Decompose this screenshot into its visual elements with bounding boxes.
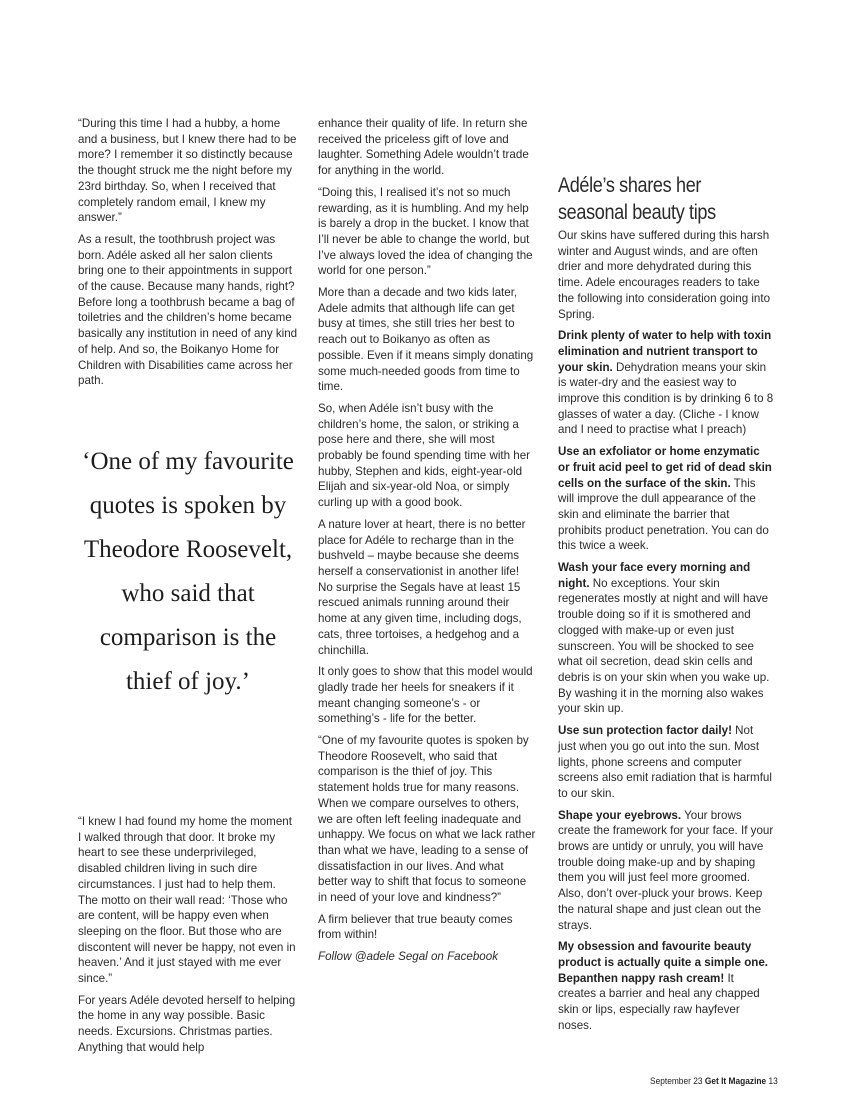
column-1-lower [78, 814, 298, 1062]
follow-line: Follow @adele Segal on Facebook [318, 950, 498, 964]
tip-item [558, 444, 774, 554]
sidebar-intro: Our skins have suffered during this harsh winter and August winds, and are often drier and more dehydrated during this time. Adele encourages readers to take the following into consideration going into Spring. [558, 229, 771, 321]
tip-body: Your brows create the framework for your face. If your brows are untidy or unruly, you will have trouble doing make-up and by shaping them you will just feel more groomed. Also, don’t over-pluck your brows. Keep the natural shape and just clean out the strays. [558, 808, 774, 932]
sidebar-title: Adéle’s shares her seasonal beauty tips [558, 174, 716, 224]
page-number: 13 [768, 1076, 778, 1087]
page-footer [650, 1076, 778, 1087]
beauty-tips-sidebar [558, 172, 774, 1039]
tip-heading: Use sun protection factor daily! [558, 724, 732, 738]
tip-body: It creates a barrier and heal any chapped skin or lips, especially raw hayfever noses. [558, 971, 760, 1032]
tip-body: Dehydration means your skin is water-dry and the easiest way to improve this condition is by drinking 6 to 8 glasses of water a day. (Cliche - I know and I need to practise what I preach) [558, 360, 774, 437]
tip-item [558, 560, 774, 717]
magazine-name: Get It Magazine [704, 1076, 767, 1087]
tip-body: This will improve the dull appearance of the skin and eliminate the barrier that prohibits product penetration. You can do this twice a week. [558, 476, 769, 553]
paragraph: “Doing this, I realised it’s not so much rewarding, as it is humbling. And my help is barely a drop in the bucket. I know that I’ll never be able to change the world, but I’ve always loved the idea of changing the world for one person.” [318, 185, 533, 278]
tip-item [558, 808, 774, 934]
paragraph: “One of my favourite quotes is spoken by Theodore Roosevelt, who said that comparison is the thief of joy. This statement holds true for many reasons. When we compare ourselves to others, we are often left feeling inadequate and unhappy. We focus on what we lack rather than what we have, leading to a sense of dissatisfaction in our lives. And what better way to shift that focus to someone in need of your love and kindness?” [318, 734, 536, 905]
tip-item [558, 723, 774, 802]
tip-item [558, 939, 774, 1033]
paragraph: A nature lover at heart, there is no better place for Adéle to recharge than in the bushveld – maybe because she deems herself a conservationist in another life! No surprise the Segals have at least 15 rescued animals running around their home at any given time, including dogs, cats, three tortoises, a hedgehog and a chinchilla. [318, 517, 526, 657]
tip-heading: Drink plenty of water to help with toxin elimination and nutrient transport to your skin. [558, 329, 772, 374]
column-2 [318, 116, 536, 971]
paragraph: enhance their quality of life. In return she received the priceless gift of love and laughter. Something Adele wouldn’t trade for anything in the world. [318, 117, 529, 178]
tip-heading: My obsession and favourite beauty product is actually quite a simple one. Bepanthen nappy rash cream! [558, 940, 769, 985]
paragraph: “I knew I had found my home the moment I walked through that door. It broke my heart to see these underprivileged, disabled children living in such dire circumstances. I just had to help them. The motto on their wall read: ‘Those who are content, will be happy even when sleeping on the floor. But those who are discontent will never be happy, not even in heaven.’ And it just stayed with me ever since.” [78, 815, 296, 986]
paragraph: For years Adéle devoted herself to helping the home in any way possible. Basic needs. Excursions. Christmas parties. Anything that would help [78, 993, 296, 1054]
paragraph: So, when Adéle isn’t busy with the children’s home, the salon, or striking a pose here and there, she will most probably be found spending time with her hubby, Stephen and kids, eight-year-old Elijah and six-year-old Noa, or simply curling up with a good book. [318, 401, 531, 510]
paragraph: A firm believer that true beauty comes from within! [318, 912, 513, 942]
tip-item [558, 328, 774, 438]
paragraph: As a result, the toothbrush project was born. Adéle asked all her salon clients bring one to their appointments in support of the cause. Because many hands, right? Before long a toothbrush became a bag of toiletries and the children’s home became basically any institution in need of any kind of help. And so, the Boikanyo Home for Children with Disabilities came across her path. [78, 232, 298, 388]
issue-date: September 23 [650, 1076, 703, 1087]
tip-body: Not just when you go out into the sun. Most lights, phone screens and computer screens also emit radiation that is harmful to our skin. [558, 724, 772, 800]
tip-heading: Use an exfoliator or home enzymatic or fruit acid peel to get rid of dead skin cells on the surface of the skin. [558, 445, 772, 490]
tip-heading: Shape your eyebrows. [558, 808, 682, 822]
column-1 [78, 116, 298, 395]
tip-heading: Wash your face every morning and night. [558, 561, 751, 590]
tip-body: No exceptions. Your skin regenerates mostly at night and will have trouble doing so if it is smothered and clogged with make-up or even just sunscreen. You will be shocked to see what oil secretion, dead skin cells and debris is on your skin when you wake up. By washing it in the morning also wakes your skin up. [558, 576, 770, 716]
paragraph: “During this time I had a hubby, a home and a business, but I knew there had to be more? I remember it so distinctly because the thought struck me the night before my 23rd birthday. So, when I received that completely random email, I knew my answer.” [78, 117, 297, 225]
pull-quote: ‘One of my favourite quotes is spoken by Theodore Roosevelt, who said that comparison is the thief of joy.’ [82, 448, 294, 695]
paragraph: More than a decade and two kids later, Adele admits that although life can get busy at times, she still tries her best to reach out to Boikanyo as often as possible. Even if it means simply donating some much-needed goods from time to time. [318, 286, 534, 394]
paragraph: It only goes to show that this model would gladly trade her heels for sneakers if it meant changing someone’s - or something’s - life for the better. [318, 665, 533, 726]
